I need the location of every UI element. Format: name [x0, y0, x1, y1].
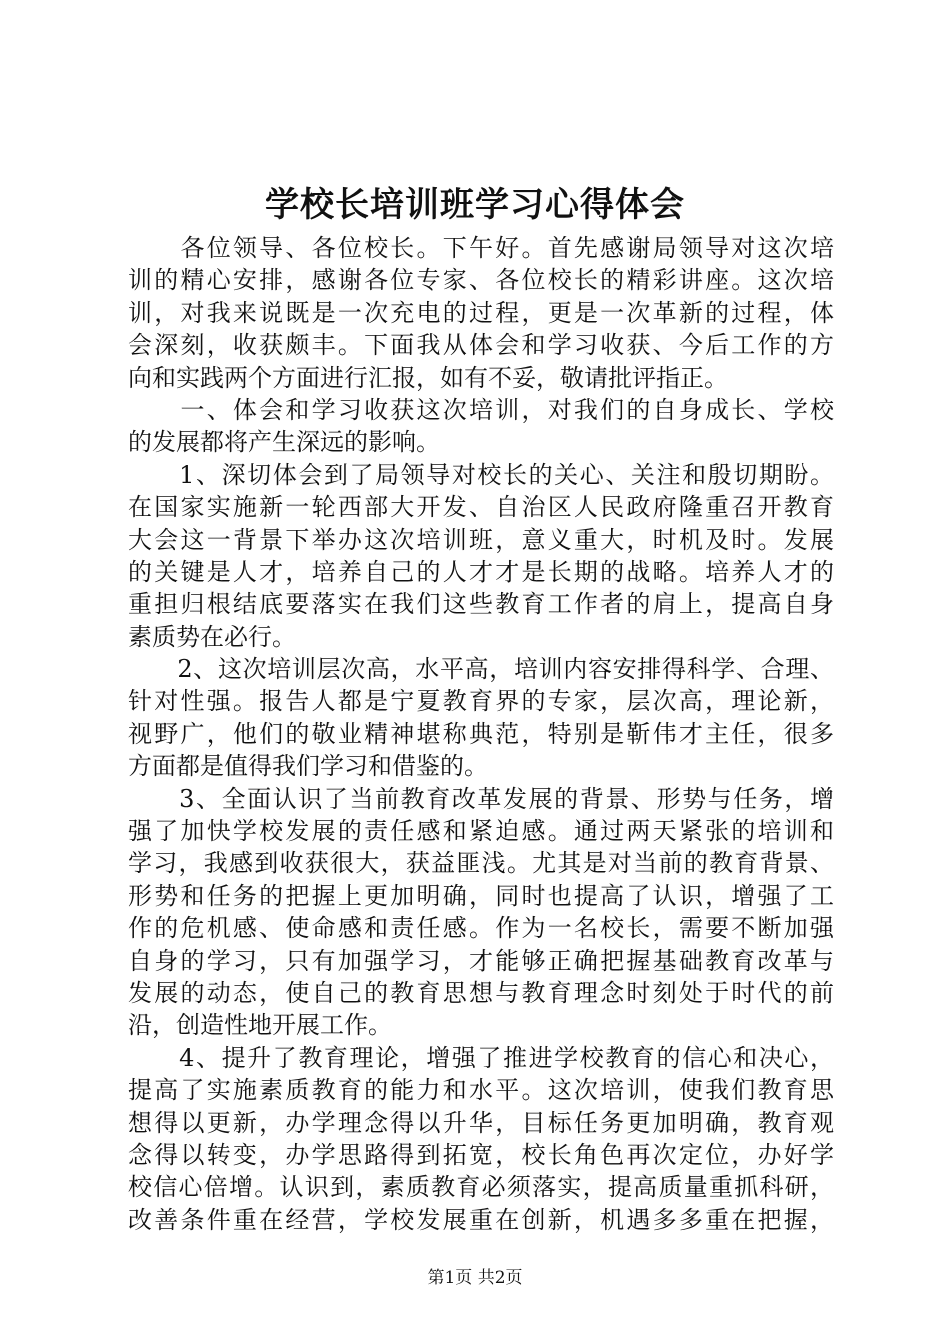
text-line: 念得以转变，办学思路得到拓宽，校长角色再次定位，办好学 — [128, 1140, 834, 1169]
text-line: 校信心倍增。认识到，素质教育必须落实，提高质量重抓科研， — [128, 1173, 834, 1202]
text-line: 的发展都将产生深远的影响。 — [128, 428, 440, 457]
text-line: 沿，创造性地开展工作。 — [128, 1011, 392, 1040]
text-line: 想得以更新，办学理念得以升华，目标任务更加明确，教育观 — [128, 1108, 834, 1137]
text-line: 重担归根结底要落实在我们这些教育工作者的肩上，提高自身 — [128, 590, 834, 619]
text-line: 会深刻，收获颇丰。下面我从体会和学习收获、今后工作的方 — [128, 331, 834, 360]
page-footer: 第1页 共2页 — [427, 1268, 523, 1288]
text-line: 作的危机感、使命感和责任感。作为一名校长，需要不断加强 — [128, 914, 834, 943]
text-line: 自身的学习，只有加强学习，才能够正确把握基础教育改革与 — [128, 946, 834, 975]
text-line: 的关键是人才，培养自己的人才才是长期的战略。培养人才的 — [128, 557, 834, 586]
document-title: 学校长培训班学习心得体会 — [265, 185, 685, 225]
text-line: 各位领导、各位校长。下午好。首先感谢局领导对这次培 — [128, 234, 834, 262]
document-body — [128, 232, 834, 1236]
text-line: 发展的动态，使自己的教育思想与教育理念时刻处于时代的前 — [128, 978, 834, 1007]
text-line: 一、体会和学习收获这次培训，对我们的自身成长、学校 — [128, 395, 834, 424]
text-line: 训，对我来说既是一次充电的过程，更是一次革新的过程，体 — [128, 298, 834, 327]
text-line: 针对性强。报告人都是宁夏教育界的专家，层次高，理论新， — [128, 687, 834, 716]
text-line: 大会这一背景下举办这次培训班，意义重大，时机及时。发展 — [128, 525, 834, 554]
text-line: 训的精心安排，感谢各位专家、各位校长的精彩讲座。这次培 — [128, 266, 834, 295]
text-line: 学习，我感到收获很大，获益匪浅。尤其是对当前的教育背景、 — [128, 849, 834, 878]
text-line: 3、全面认识了当前教育改革发展的背景、形势与任务，增 — [128, 784, 834, 813]
text-line: 4、提升了教育理论，增强了推进学校教育的信心和决心， — [128, 1043, 834, 1072]
text-line: 向和实践两个方面进行汇报，如有不妥，敬请批评指正。 — [128, 363, 728, 392]
text-line: 素质势在必行。 — [128, 622, 296, 651]
text-line: 改善条件重在经营，学校发展重在创新，机遇多多重在把握， — [128, 1205, 834, 1234]
text-line: 方面都是值得我们学习和借鉴的。 — [128, 752, 488, 781]
text-line: 形势和任务的把握上更加明确，同时也提高了认识，增强了工 — [128, 881, 834, 910]
text-line: 提高了实施素质教育的能力和水平。这次培训，使我们教育思 — [128, 1076, 834, 1105]
text-line: 视野广，他们的敬业精神堪称典范，特别是靳伟才主任，很多 — [128, 719, 834, 748]
text-line: 1、深切体会到了局领导对校长的关心、关注和殷切期盼。 — [128, 460, 834, 489]
text-line: 强了加快学校发展的责任感和紧迫感。通过两天紧张的培训和 — [128, 817, 834, 846]
text-line: 2、这次培训层次高，水平高，培训内容安排得科学、合理、 — [128, 655, 834, 684]
text-line: 在国家实施新一轮西部大开发、自治区人民政府隆重召开教育 — [128, 493, 834, 522]
